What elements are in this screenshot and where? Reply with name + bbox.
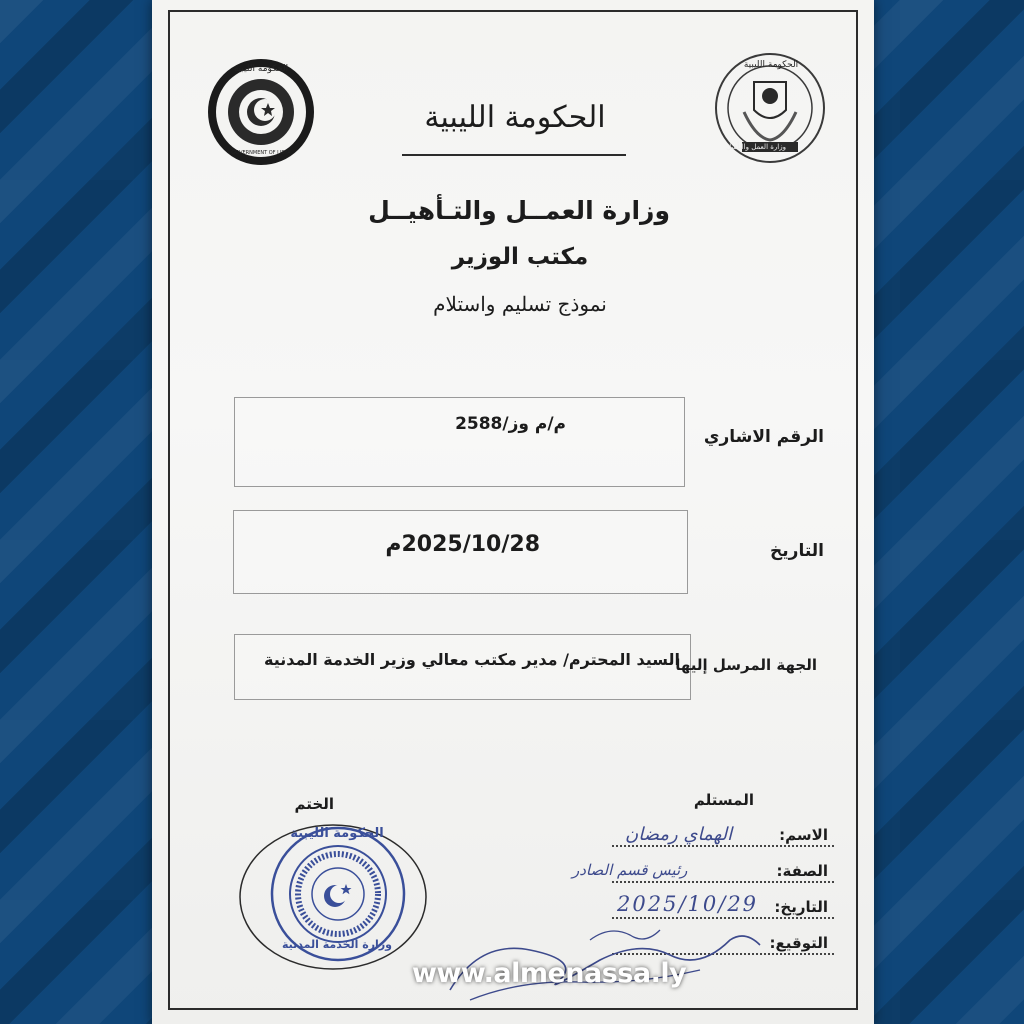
title-label: الصفة: — [776, 862, 828, 880]
title-dotted-line — [612, 881, 834, 883]
stamp-outer-text: الحكومة الليبية — [290, 826, 384, 841]
title-underline — [402, 154, 626, 156]
reference-value: م/م وز/2588 — [455, 414, 566, 434]
office-name: مكتب الوزير — [451, 244, 589, 270]
title-handwritten: رئيس قسم الصادر — [572, 861, 688, 879]
recipient-label: الجهة المرسل إليها — [675, 656, 817, 674]
government-title: الحكومة الليبية — [424, 100, 606, 135]
recipient-value: السيد المحترم/ مدير مكتب معالي وزير الخدمة المدنية — [264, 650, 680, 669]
reference-label: الرقم الاشاري — [703, 427, 824, 447]
name-dotted-line — [612, 845, 834, 847]
receiver-heading: المستلم — [693, 791, 754, 809]
receipt-date-label: التاريخ: — [774, 898, 828, 916]
form-name: نموذج تسليم واستلام — [433, 292, 607, 316]
right-seal-subtext: وزارة العمل والتأهيل — [726, 143, 786, 151]
date-handwritten: 2025/10/29 — [617, 892, 759, 916]
left-seal-text: الحكومة الليبية — [233, 64, 289, 74]
reference-box — [234, 397, 685, 487]
website-watermark: www.almenassa.ly — [412, 958, 687, 989]
right-seal-text: الحكومة الليبية — [743, 60, 799, 70]
ministry-name: وزارة العمــل والتـأهيــل — [368, 196, 670, 225]
left-seal-subtext: GOVERNMENT OF LIBYA — [231, 150, 291, 156]
name-handwritten: الهماي رمضان — [625, 824, 733, 845]
stamp-inner-text: وزارة الخدمة المدنية — [281, 938, 392, 951]
signature-label: التوقيع: — [769, 934, 828, 952]
stamp-heading: الختم — [294, 795, 334, 813]
name-label: الاسم: — [779, 826, 828, 844]
date-label: التاريخ — [770, 541, 824, 561]
date-value: 2025/10/28م — [385, 532, 540, 557]
date-dotted-line — [612, 917, 834, 919]
